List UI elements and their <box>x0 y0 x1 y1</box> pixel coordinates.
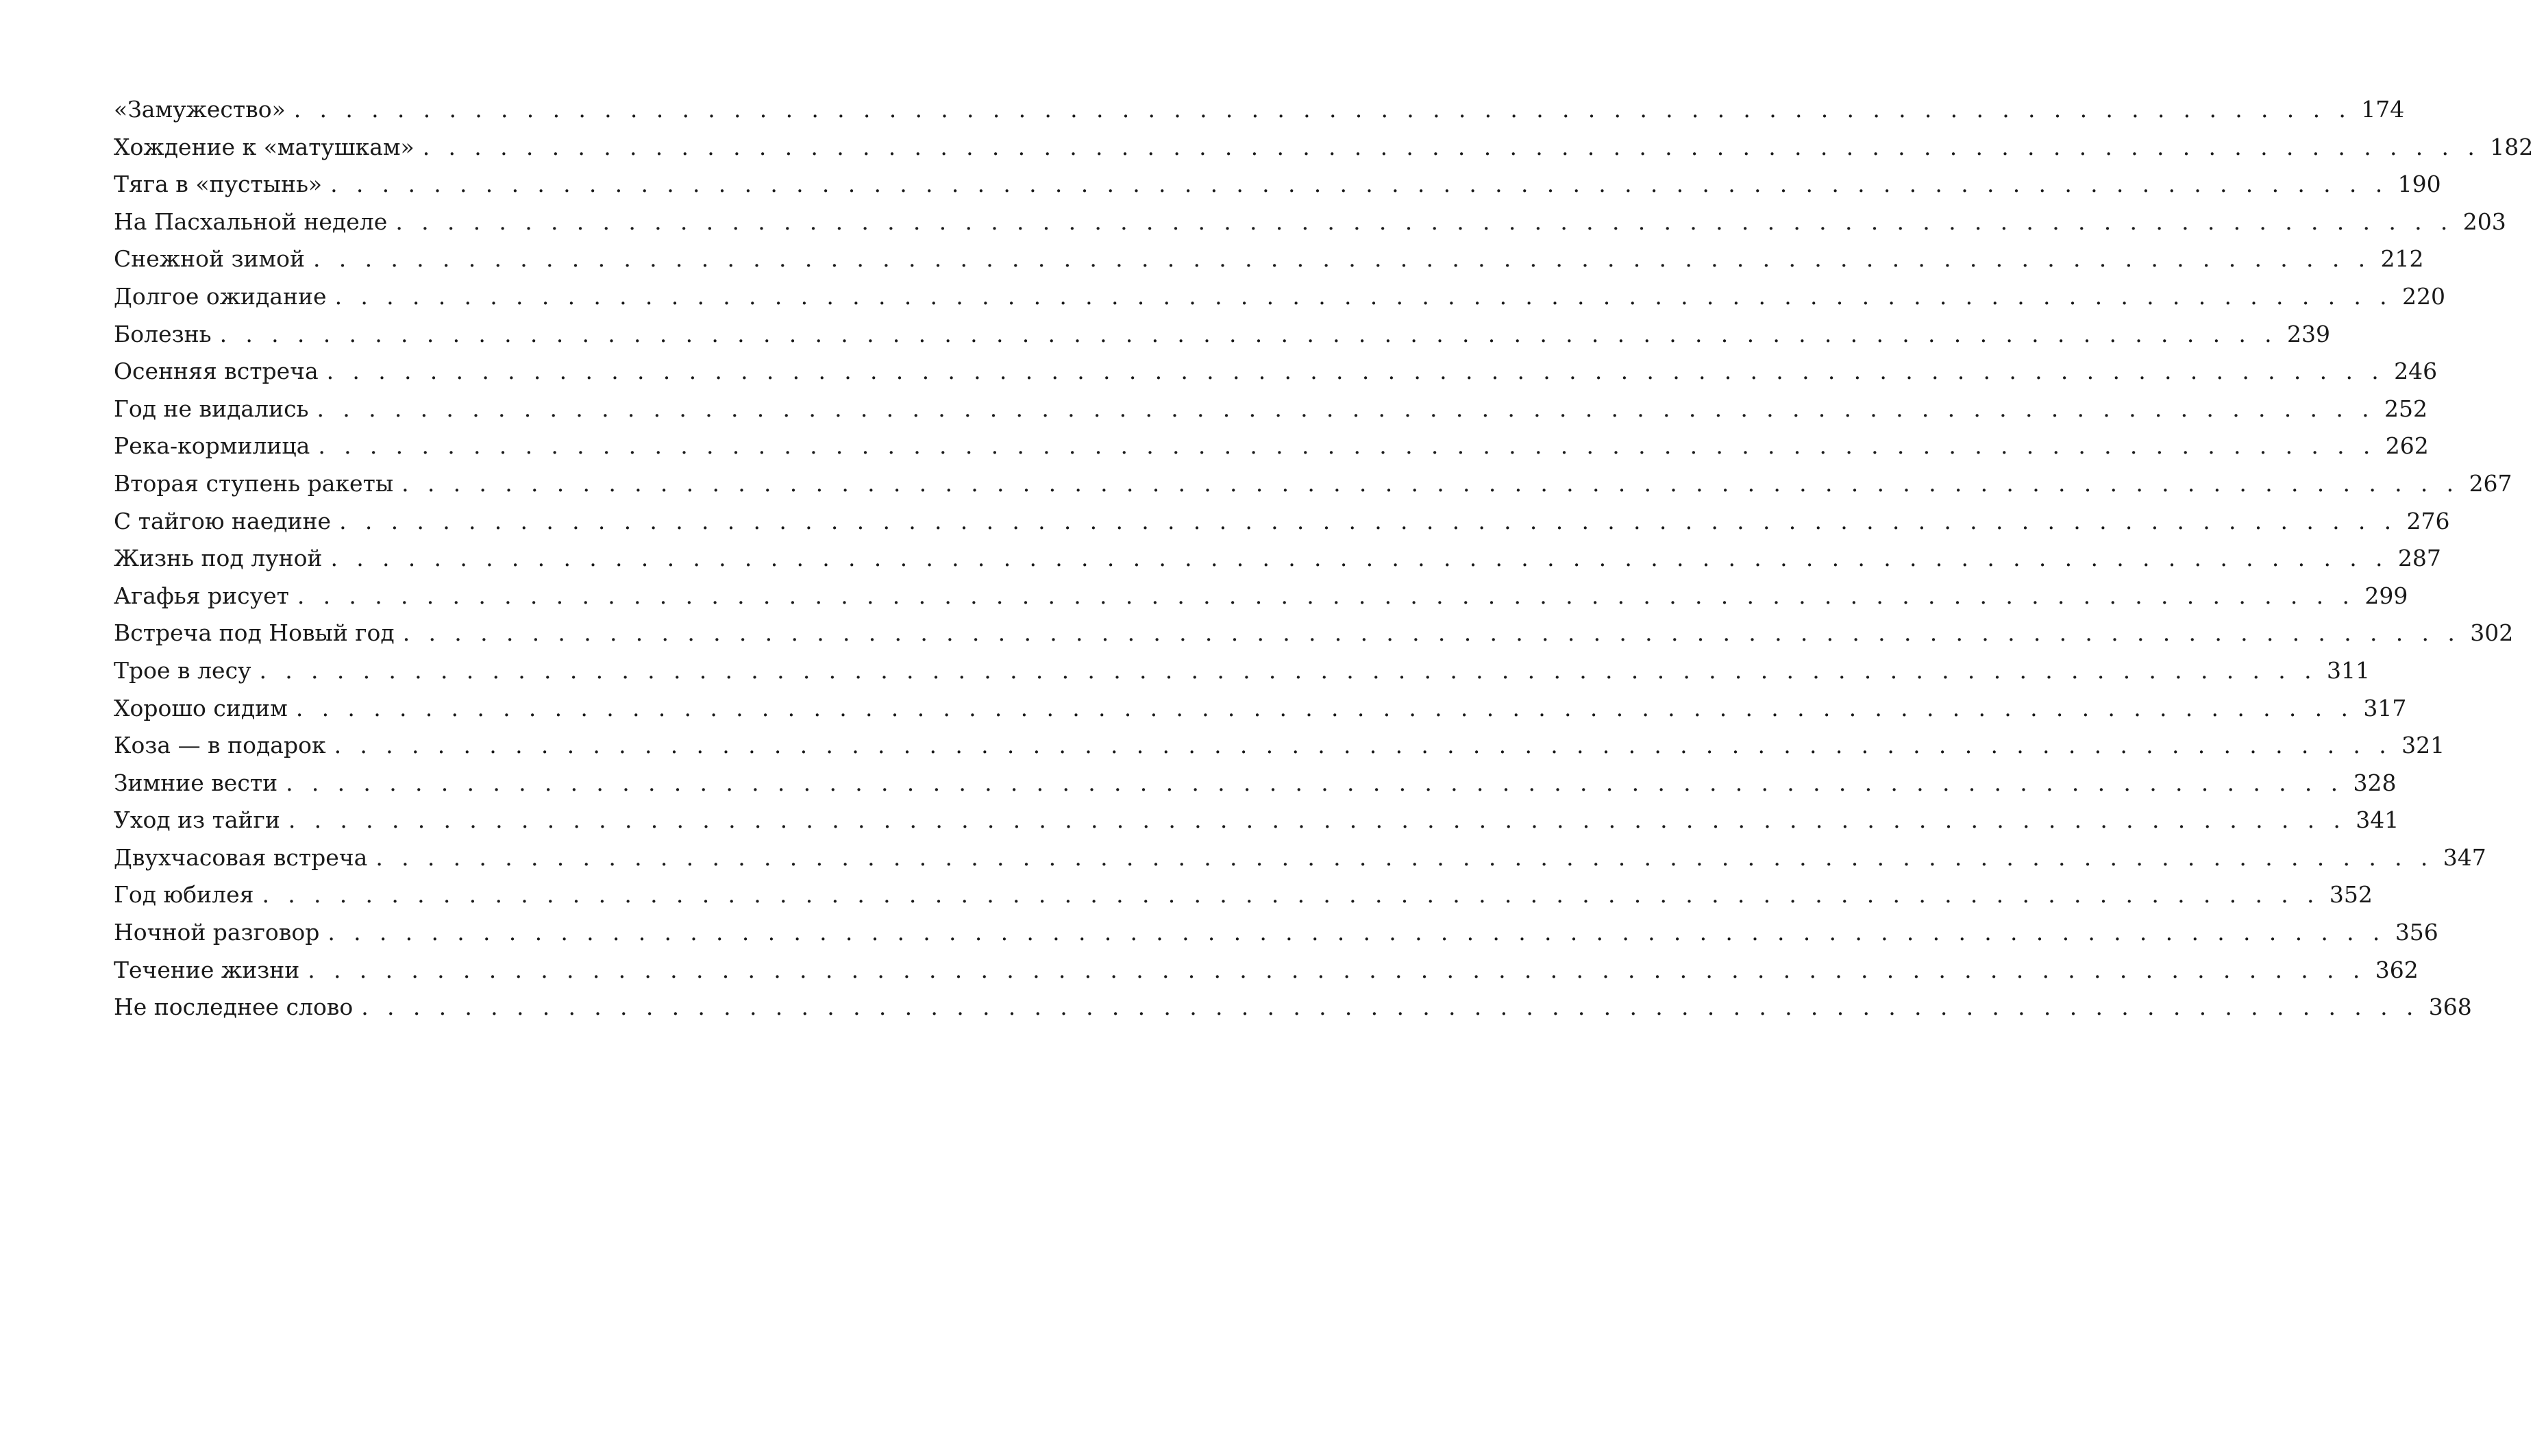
toc-entry <box>114 952 2419 989</box>
toc-entry-page-number: 174 <box>2361 96 2405 123</box>
toc-entry-page-number: 267 <box>2469 469 2512 497</box>
toc-entry <box>114 428 2429 465</box>
toc-entry <box>114 316 2331 354</box>
dot-leader: . . . . . . . . . . . . . . . . . . . . . . . . . . . . . . . . . . . . . . . . . . . . . . . . . . . . . . . . . . . . . . . . . . . . . . . . . . . . . . . . <box>259 656 2317 684</box>
toc-entry-title: Трое в лесу <box>114 656 251 684</box>
toc-entry-title: Вторая ступень ракеты <box>114 469 394 497</box>
dot-leader: . . . . . . . . . . . . . . . . . . . . . . . . . . . . . . . . . . . . . . . . . . . . . . . . . . . . . . . . . . . . . . . . . . . . . . . . . . . . . . . . <box>317 395 2375 422</box>
toc-entry-page-number: 347 <box>2443 843 2486 871</box>
toc-entry-title: Ночной разговор <box>114 919 320 946</box>
toc-entry-title: Снежной зимой <box>114 245 306 273</box>
toc-entry-title: Год юбилея <box>114 881 254 909</box>
toc-entry-title: Зимние вести <box>114 769 278 796</box>
toc-entry <box>114 727 2445 765</box>
toc-entry <box>114 503 2450 541</box>
toc-entry-title: Двухчасовая встреча <box>114 843 368 871</box>
toc-entry-page-number: 203 <box>2462 208 2506 235</box>
dot-leader: . . . . . . . . . . . . . . . . . . . . . . . . . . . . . . . . . . . . . . . . . . . . . . . . . . . . . . . . . . . . . . . . . . . . . . . . . . . . . . . . <box>308 956 2366 983</box>
dot-leader: . . . . . . . . . . . . . . . . . . . . . . . . . . . . . . . . . . . . . . . . . . . . . . . . . . . . . . . . . . . . . . . . . . . . . . . . . . . . . . . . <box>401 469 2460 497</box>
toc-entry-page-number: 341 <box>2356 806 2399 834</box>
toc-entry <box>114 802 2399 839</box>
dot-leader: . . . . . . . . . . . . . . . . . . . . . . . . . . . . . . . . . . . . . . . . . . . . . . . . . . . . . . . . . . . . . . . . . . . . . . . . . . . . . . . . <box>297 582 2356 609</box>
toc-entry-page-number: 356 <box>2395 919 2438 946</box>
toc-entry <box>114 914 2438 952</box>
dot-leader: . . . . . . . . . . . . . . . . . . . . . . . . . . . . . . . . . . . . . . . . . . . . . . . . . . . . . . . . . . . . . . . . . . . . . . . . . . . . . . . . <box>334 732 2393 759</box>
toc-entry-title: Тяга в «пустынь» <box>114 171 323 198</box>
toc-entry <box>114 690 2407 728</box>
toc-entry-page-number: 182 <box>2490 133 2533 160</box>
toc-entry <box>114 129 2533 166</box>
toc-entry-title: Осенняя встреча <box>114 358 319 385</box>
toc-entry-title: С тайгою наедине <box>114 507 332 534</box>
toc-entry <box>114 465 2512 503</box>
dot-leader: . . . . . . . . . . . . . . . . . . . . . . . . . . . . . . . . . . . . . . . . . . . . . . . . . . . . . . . . . . . . . . . . . . . . . . . . . . . . . . . . <box>422 133 2481 160</box>
dot-leader: . . . . . . . . . . . . . . . . . . . . . . . . . . . . . . . . . . . . . . . . . . . . . . . . . . . . . . . . . . . . . . . . . . . . . . . . . . . . . . . . <box>326 358 2385 385</box>
dot-leader: . . . . . . . . . . . . . . . . . . . . . . . . . . . . . . . . . . . . . . . . . . . . . . . . . . . . . . . . . . . . . . . . . . . . . . . . . . . . . . . . <box>375 843 2434 871</box>
dot-leader: . . . . . . . . . . . . . . . . . . . . . . . . . . . . . . . . . . . . . . . . . . . . . . . . . . . . . . . . . . . . . . . . . . . . . . . . . . . . . . . . <box>295 694 2354 721</box>
toc-entry-page-number: 220 <box>2402 282 2446 310</box>
table-of-contents <box>114 91 2533 1026</box>
toc-entry <box>114 166 2441 203</box>
dot-leader: . . . . . . . . . . . . . . . . . . . . . . . . . . . . . . . . . . . . . . . . . . . . . . . . . . . . . . . . . . . . . . . . . . . . . . . . . . . . . . . . <box>361 994 2419 1021</box>
toc-entry-page-number: 276 <box>2406 507 2450 534</box>
toc-entry-title: Долгое ожидание <box>114 282 327 310</box>
toc-entry-page-number: 299 <box>2364 582 2408 609</box>
toc-entry <box>114 578 2408 615</box>
dot-leader: . . . . . . . . . . . . . . . . . . . . . . . . . . . . . . . . . . . . . . . . . . . . . . . . . . . . . . . . . . . . . . . . . . . . . . . . . . . . . . . . <box>328 919 2386 946</box>
dot-leader: . . . . . . . . . . . . . . . . . . . . . . . . . . . . . . . . . . . . . . . . . . . . . . . . . . . . . . . . . . . . . . . . . . . . . . . . . . . . . . . . <box>293 96 2352 123</box>
toc-entry-page-number: 328 <box>2353 769 2397 796</box>
dot-leader: . . . . . . . . . . . . . . . . . . . . . . . . . . . . . . . . . . . . . . . . . . . . . . . . . . . . . . . . . . . . . . . . . . . . . . . . . . . . . . . . <box>288 806 2347 834</box>
toc-entry-title: «Замужество» <box>114 96 286 123</box>
toc-entry <box>114 540 2441 578</box>
toc-entry-title: Уход из тайги <box>114 806 280 834</box>
toc-entry <box>114 615 2514 652</box>
toc-entry-page-number: 262 <box>2385 432 2429 460</box>
toc-entry-page-number: 246 <box>2394 358 2438 385</box>
toc-entry-title: На Пасхальной неделе <box>114 208 388 235</box>
toc-entry-page-number: 317 <box>2363 694 2407 721</box>
toc-entry-title: Не последнее слово <box>114 994 354 1021</box>
dot-leader: . . . . . . . . . . . . . . . . . . . . . . . . . . . . . . . . . . . . . . . . . . . . . . . . . . . . . . . . . . . . . . . . . . . . . . . . . . . . . . . . <box>318 432 2376 460</box>
toc-entry <box>114 278 2446 316</box>
dot-leader: . . . . . . . . . . . . . . . . . . . . . . . . . . . . . . . . . . . . . . . . . . . . . . . . . . . . . . . . . . . . . . . . . . . . . . . . . . . . . . . . <box>330 171 2388 198</box>
toc-entry-title: Коза — в подарок <box>114 732 326 759</box>
toc-entry-page-number: 362 <box>2375 956 2419 983</box>
toc-entry-page-number: 368 <box>2428 994 2472 1021</box>
toc-entry-page-number: 212 <box>2380 245 2424 273</box>
toc-entry-title: Агафья рисует <box>114 582 289 609</box>
toc-entry <box>114 652 2370 690</box>
toc-entry-page-number: 252 <box>2384 395 2427 422</box>
toc-entry <box>114 876 2373 914</box>
toc-entry-page-number: 321 <box>2401 732 2445 759</box>
dot-leader: . . . . . . . . . . . . . . . . . . . . . . . . . . . . . . . . . . . . . . . . . . . . . . . . . . . . . . . . . . . . . . . . . . . . . . . . . . . . . . . . <box>339 507 2397 534</box>
toc-entry <box>114 839 2486 877</box>
toc-entry-title: Год не видались <box>114 395 309 422</box>
toc-entry <box>114 203 2506 241</box>
dot-leader: . . . . . . . . . . . . . . . . . . . . . . . . . . . . . . . . . . . . . . . . . . . . . . . . . . . . . . . . . . . . . . . . . . . . . . . . . . . . . . . . <box>402 619 2461 647</box>
toc-entry-page-number: 352 <box>2329 881 2373 909</box>
toc-entry-title: Встреча под Новый год <box>114 619 395 647</box>
toc-entry-page-number: 302 <box>2470 619 2514 647</box>
toc-entry-title: Хождение к «матушкам» <box>114 133 415 160</box>
toc-entry <box>114 353 2438 391</box>
dot-leader: . . . . . . . . . . . . . . . . . . . . . . . . . . . . . . . . . . . . . . . . . . . . . . . . . . . . . . . . . . . . . . . . . . . . . . . . . . . . . . . . <box>334 282 2393 310</box>
toc-entry-title: Течение жизни <box>114 956 300 983</box>
toc-entry <box>114 391 2427 428</box>
toc-entry <box>114 989 2472 1026</box>
dot-leader: . . . . . . . . . . . . . . . . . . . . . . . . . . . . . . . . . . . . . . . . . . . . . . . . . . . . . . . . . . . . . . . . . . . . . . . . . . . . . . . . <box>313 245 2371 273</box>
toc-entry-title: Жизнь под луной <box>114 545 323 572</box>
toc-entry-title: Река-кормилица <box>114 432 310 460</box>
toc-entry-page-number: 239 <box>2287 320 2331 347</box>
toc-entry-title: Болезнь <box>114 320 212 347</box>
toc-entry-page-number: 311 <box>2326 656 2370 684</box>
toc-entry-page-number: 190 <box>2397 171 2441 198</box>
toc-entry <box>114 91 2405 129</box>
dot-leader: . . . . . . . . . . . . . . . . . . . . . . . . . . . . . . . . . . . . . . . . . . . . . . . . . . . . . . . . . . . . . . . . . . . . . . . . . . . . . . . . <box>330 545 2388 572</box>
dot-leader: . . . . . . . . . . . . . . . . . . . . . . . . . . . . . . . . . . . . . . . . . . . . . . . . . . . . . . . . . . . . . . . . . . . . . . . . . . . . . . . . <box>286 769 2344 796</box>
toc-entry <box>114 240 2424 278</box>
toc-entry <box>114 765 2397 802</box>
dot-leader: . . . . . . . . . . . . . . . . . . . . . . . . . . . . . . . . . . . . . . . . . . . . . . . . . . . . . . . . . . . . . . . . . . . . . . . . . . . . . . . . <box>262 881 2320 909</box>
dot-leader: . . . . . . . . . . . . . . . . . . . . . . . . . . . . . . . . . . . . . . . . . . . . . . . . . . . . . . . . . . . . . . . . . . . . . . . . . . . . . . . . <box>219 320 2278 347</box>
toc-entry-title: Хорошо сидим <box>114 694 288 721</box>
dot-leader: . . . . . . . . . . . . . . . . . . . . . . . . . . . . . . . . . . . . . . . . . . . . . . . . . . . . . . . . . . . . . . . . . . . . . . . . . . . . . . . . <box>395 208 2454 235</box>
toc-entry-page-number: 287 <box>2397 545 2441 572</box>
